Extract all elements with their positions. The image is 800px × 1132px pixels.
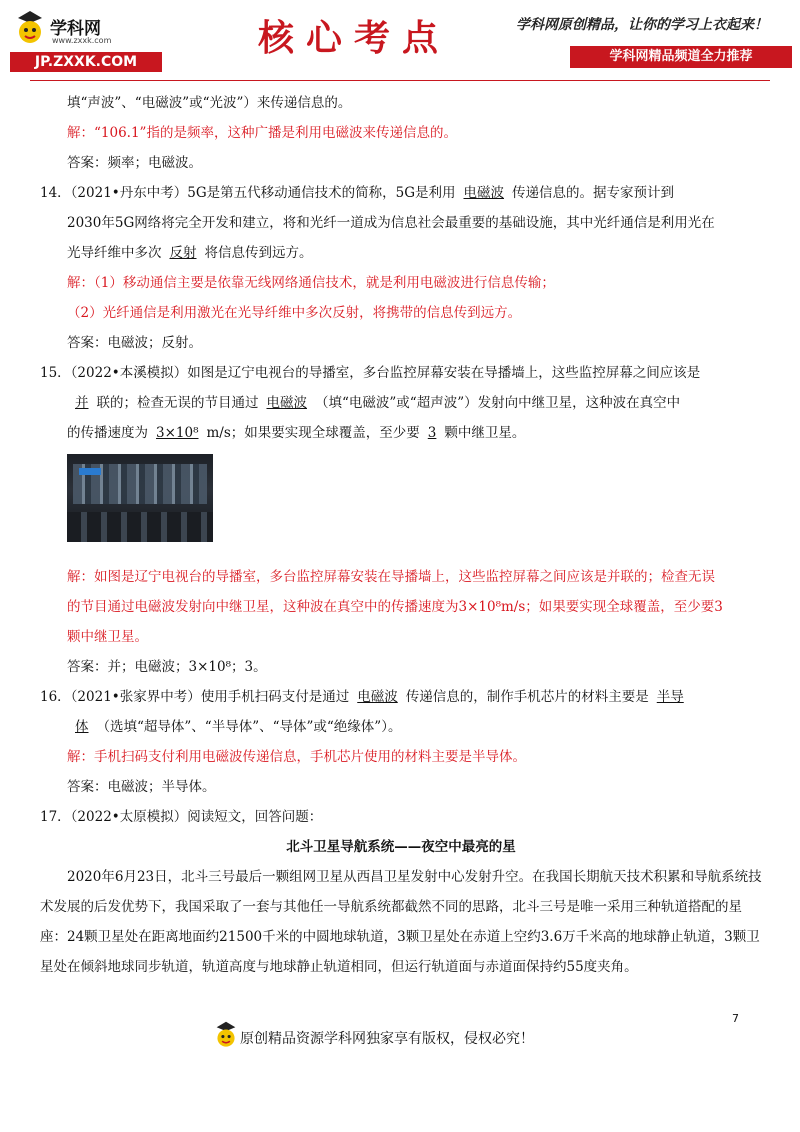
answer-blank: 电磁波 [266,395,307,411]
answer-line: 答案：电磁波；半导体。 [67,779,216,795]
page-footer [212,1016,572,1056]
question-text: 联的；检查无误的节目通过 [96,395,259,411]
article-paragraph: 2020年6月23日，北斗三号最后一颗组网卫星从西昌卫星发射中心发射升空。在我国长期航天技术积累和导航系统技术发展的后发优势下，我国采取了一套与其他任一导航系统都截然不同的思路，北斗三号是唯一采用三种轨道搭配的星座：24颗卫星处在距离地面约21500千米的中圆地球轨道，3颗卫星处在赤道上空约3.6万千米高的地球静止轨道，3颗卫星处在倾斜地球同步轨道，轨道高度与地球静止轨道相同，但运行轨道面与赤道面保持约55度夹角。 [40,869,762,975]
solution-line: （2）光纤通信是利用激光在光导纤维中多次反射，将携带的信息传到远方。 [67,305,522,321]
header-title: 核心考点 [258,17,451,59]
question-line [40,388,762,418]
question-17: 17．（2022•太原模拟）阅读短文，回答问题： [40,809,323,825]
solution-line: 解：手机扫码支付利用电磁波传递信息，手机芯片使用的材料主要是半导体。 [67,749,526,765]
solution-line: 颗中继卫星。 [67,629,148,645]
answer-blank: 半导 [656,689,684,705]
solution-line: 解：（1）移动通信主要是依靠无线网络通信技术，就是利用电磁波进行信息传输； [67,275,555,291]
header-slogan-bar: 学科网精品频道全力推荐 [570,46,792,68]
answer-blank: 并 [75,395,89,411]
question-text: 传递信息的，制作手机芯片的材料主要是 [405,689,649,705]
answer-blank: 电磁波 [463,185,504,201]
answer-blank: 体 [75,719,89,735]
answer-blank: 3 [427,425,437,441]
logo-text: 学科网 [50,19,101,39]
question-line [40,238,762,268]
page-number: 7 [732,1012,739,1025]
question-text: 颗中继卫星。 [444,425,526,441]
question-14 [40,178,762,208]
page-header [0,0,800,82]
text-line: 填“声波”、“电磁波”或“光波”）来传递信息的。 [67,95,352,111]
answer-line: 答案：并；电磁波；3×10⁸；3。 [67,659,267,675]
question-text: （填“电磁波”或“超声波”）发射向中继卫星，这种波在真空中 [315,395,681,411]
solution-line: 的节目通过电磁波发射向中继卫星，这种波在真空中的传播速度为3×10⁸m/s；如果要实现全球覆盖，至少要3 [67,599,723,615]
question-line [40,418,762,448]
question-text: 16．（2021•张家界中考）使用手机扫码支付是通过 [40,689,350,705]
copyright-notice: 原创精品资源学科网独家享有版权，侵权必究！ [240,1031,534,1047]
header-divider [30,80,770,81]
question-text: （选填“超导体”、“半导体”、“导体”或“绝缘体”）。 [96,719,402,735]
question-text: 将信息传到远方。 [204,245,313,261]
logo-subtext: www.zxxk.com [52,36,112,45]
channel-logo [79,468,101,475]
mascot-icon [212,1018,240,1052]
answer-blank: 反射 [169,245,197,261]
header-slogan: 学科网原创精品，让你的学习上衣起来！ [516,17,768,33]
question-text: 的传播速度为 [67,425,148,441]
question-16 [40,682,762,712]
question-text: 2030年5G网络将完全开发和建立，将和光纤一道成为信息社会最重要的基础设施，其中光纤通信是利用光在 [67,215,715,231]
question-text: 光导纤维中多次 [67,245,162,261]
article-title: 北斗卫星导航系统——夜空中最亮的星 [286,839,516,855]
question-15: 15．（2022•本溪模拟）如图是辽宁电视台的导播室，多台监控屏幕安装在导播墙上，这些监控屏幕之间应该是 [40,365,701,381]
logo [10,8,160,74]
question-text: 14．（2021•丹东中考）5G是第五代移动通信技术的简称，5G是利用 [40,185,456,201]
answer-line: 答案：电磁波；反射。 [67,335,202,351]
answer-line: 答案：频率；电磁波。 [67,155,202,171]
solution-line: 解：如图是辽宁电视台的导播室，多台监控屏幕安装在导播墙上，这些监控屏幕之间应该是并联的；检查无误 [67,569,715,585]
page-content [40,88,762,982]
question-text: m/s；如果要实现全球覆盖，至少要 [206,425,420,441]
answer-blank: 3×10⁸ [156,425,199,441]
logo-url: JP.ZXXK.COM [10,52,162,72]
solution-line: 解：“106.1”指的是频率，这种广播是利用电磁波来传递信息的。 [67,125,457,141]
control-room-photo [67,454,213,542]
question-line [40,712,762,742]
question-text: 传递信息的。据专家预计到 [512,185,674,201]
answer-blank: 电磁波 [357,689,398,705]
control-desk [67,512,213,542]
mascot-icon [12,8,48,48]
